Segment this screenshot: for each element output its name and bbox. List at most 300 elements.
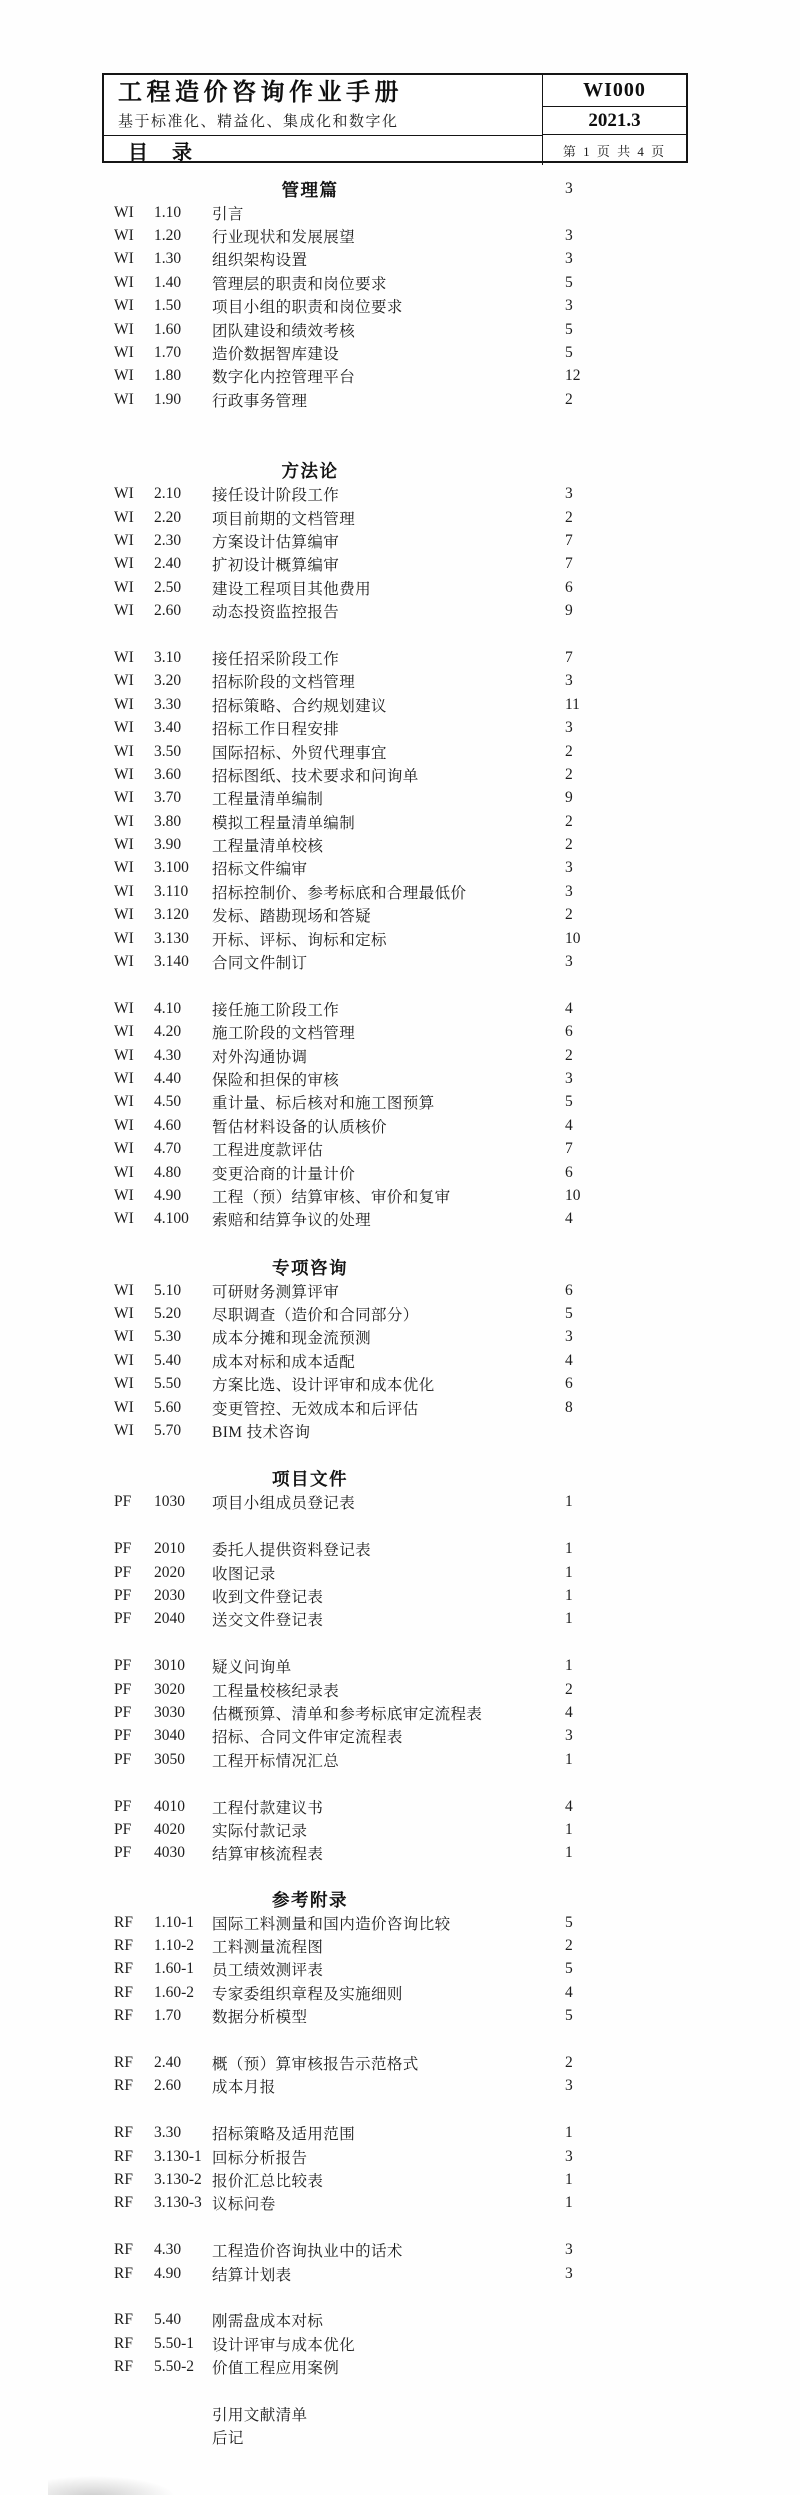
toc-item — [114, 1161, 800, 1184]
item-title: 招标、合同文件审定流程表 — [212, 1729, 403, 1747]
item-number: 3.130-2 — [154, 2170, 202, 2188]
toc-item — [114, 248, 800, 271]
item-page: 1 — [565, 2170, 573, 2188]
item-page: 3 — [565, 1069, 573, 1087]
item-number: 3.20 — [154, 672, 182, 690]
item-number: 3.10 — [154, 648, 182, 666]
item-page: 9 — [565, 789, 573, 807]
toc-gap — [0, 623, 800, 646]
item-code: PF — [114, 1703, 132, 1721]
toc-item — [114, 763, 800, 786]
item-code: RF — [114, 2170, 133, 2188]
item-number: 4.40 — [154, 1069, 182, 1087]
item-page: 10 — [565, 1186, 581, 1204]
item-page: 4 — [565, 1351, 573, 1369]
item-page: 6 — [565, 1281, 573, 1299]
item-page: 11 — [565, 695, 580, 713]
item-page: 4 — [565, 999, 573, 1017]
item-number: 2.40 — [154, 2054, 182, 2072]
item-code: WI — [114, 859, 134, 877]
item-title: 接任招采阶段工作 — [212, 650, 340, 668]
item-code: PF — [114, 1750, 132, 1768]
item-number: 4.80 — [154, 1163, 182, 1181]
item-title: 结算计划表 — [212, 2266, 292, 2284]
item-code: RF — [114, 2194, 133, 2212]
item-title: 后记 — [212, 2430, 244, 2448]
toc-item — [114, 1067, 800, 1090]
section-label: 项目文件 — [272, 1469, 348, 1490]
item-page: 2 — [565, 836, 573, 854]
item-title: 行业现状和发展展望 — [212, 229, 356, 247]
item-page: 3 — [565, 1328, 573, 1346]
item-title: BIM 技术咨询 — [212, 1424, 311, 1442]
item-number: 1.70 — [154, 2007, 182, 2025]
item-page: 2 — [565, 508, 573, 526]
toc-item — [114, 927, 800, 950]
item-number: 1030 — [154, 1493, 185, 1511]
toc-item — [114, 1184, 800, 1207]
item-number: 3.140 — [154, 953, 189, 971]
item-code: WI — [114, 742, 134, 760]
toc-item — [114, 787, 800, 810]
toc-item — [114, 1981, 800, 2004]
item-page: 9 — [565, 602, 573, 620]
item-page: 3 — [565, 882, 573, 900]
item-title: 结算审核流程表 — [212, 1846, 324, 1864]
item-number: 3.120 — [154, 906, 189, 924]
item-number: 4.10 — [154, 999, 182, 1017]
item-number: 4.90 — [154, 1186, 182, 1204]
item-code: WI — [114, 1328, 134, 1346]
item-page: 4 — [565, 1116, 573, 1134]
item-title: 团队建设和绩效考核 — [212, 322, 356, 340]
toc-item — [114, 318, 800, 341]
item-code: PF — [114, 1540, 132, 1558]
item-code: WI — [114, 765, 134, 783]
item-page: 3 — [565, 2147, 573, 2165]
item-page: 1 — [565, 1610, 573, 1628]
item-title: 报价汇总比较表 — [212, 2172, 324, 2190]
toc-item — [114, 716, 800, 739]
item-title: 招标策略、合约规划建议 — [212, 697, 387, 715]
item-number: 2.50 — [154, 578, 182, 596]
item-title: 行政事务管理 — [212, 392, 308, 410]
toc-item — [114, 271, 800, 294]
header-title-block — [104, 75, 542, 136]
item-title: 可研财务测算评审 — [212, 1283, 340, 1301]
item-title: 成本对标和成本适配 — [212, 1353, 356, 1371]
toc-item — [114, 2005, 800, 2028]
item-code: RF — [114, 1937, 133, 1955]
item-number: 3.100 — [154, 859, 189, 877]
item-code: WI — [114, 203, 134, 221]
toc-item — [114, 553, 800, 576]
item-title: 动态投资监控报告 — [212, 604, 340, 622]
item-number: 5.10 — [154, 1281, 182, 1299]
item-page: 1 — [565, 1493, 573, 1511]
item-number: 1.80 — [154, 367, 182, 385]
item-title: 送交文件登记表 — [212, 1612, 324, 1630]
item-number: 4.50 — [154, 1093, 182, 1111]
item-number: 4.70 — [154, 1140, 182, 1158]
toc-item — [114, 483, 800, 506]
item-number: 5.30 — [154, 1328, 182, 1346]
item-page: 4 — [565, 1797, 573, 1815]
item-code: WI — [114, 555, 134, 573]
item-number: 3.110 — [154, 882, 189, 900]
toc-item — [114, 1584, 800, 1607]
item-number: 3.90 — [154, 836, 182, 854]
item-page: 3 — [565, 2077, 573, 2095]
item-title: 价值工程应用案例 — [212, 2360, 340, 2378]
toc-item — [114, 1934, 800, 1957]
item-page: 5 — [565, 344, 573, 362]
item-code: WI — [114, 648, 134, 666]
item-code: WI — [114, 602, 134, 620]
item-code: WI — [114, 1186, 134, 1204]
toc-item — [114, 1491, 800, 1514]
item-number: 4020 — [154, 1820, 185, 1838]
item-page: 2 — [565, 765, 573, 783]
toc-heading: 目 录 — [128, 142, 194, 164]
item-code: WI — [114, 320, 134, 338]
toc-item — [114, 1114, 800, 1137]
item-code: WI — [114, 1069, 134, 1087]
item-title: 成本分摊和现金流预测 — [212, 1330, 372, 1348]
item-page: 1 — [565, 1563, 573, 1581]
item-number: 2.20 — [154, 508, 182, 526]
item-code: RF — [114, 2241, 133, 2259]
toc-item — [114, 201, 800, 224]
item-title: 工程进度款评估 — [212, 1142, 324, 1160]
toc-item — [114, 740, 800, 763]
item-number: 2040 — [154, 1610, 185, 1628]
item-page: 4 — [565, 1983, 573, 2001]
item-title: 疑义问询单 — [212, 1659, 292, 1677]
item-number: 5.40 — [154, 1351, 182, 1369]
item-number: 4.60 — [154, 1116, 182, 1134]
item-number: 2.60 — [154, 602, 182, 620]
toc-section-row — [114, 1255, 800, 1279]
toc-item — [114, 1561, 800, 1584]
toc-item — [114, 1958, 800, 1981]
item-title: 招标图纸、技术要求和问询单 — [212, 767, 419, 785]
item-page: 2 — [565, 1680, 573, 1698]
item-page: 5 — [565, 2007, 573, 2025]
doc-code: WI000 — [543, 75, 686, 107]
toc-item — [114, 1349, 800, 1372]
item-code: WI — [114, 297, 134, 315]
toc-item — [114, 1725, 800, 1748]
item-number: 5.70 — [154, 1422, 182, 1440]
toc-item — [114, 670, 800, 693]
item-number: 3.130 — [154, 929, 189, 947]
item-code: WI — [114, 1023, 134, 1041]
item-code: WI — [114, 906, 134, 924]
toc-item — [114, 693, 800, 716]
toc-item — [114, 1396, 800, 1419]
item-number: 2.40 — [154, 555, 182, 573]
doc-subtitle: 基于标准化、精益化、集成化和数字化 — [118, 114, 399, 131]
item-code: WI — [114, 1046, 134, 1064]
item-code: PF — [114, 1563, 132, 1581]
item-title: 工程付款建议书 — [212, 1799, 324, 1817]
item-title: 工程（预）结算审核、审价和复审 — [212, 1188, 451, 1206]
item-code: RF — [114, 2264, 133, 2282]
item-number: 1.50 — [154, 297, 182, 315]
toc-item — [114, 950, 800, 973]
toc-item — [114, 2168, 800, 2191]
item-code: RF — [114, 2007, 133, 2025]
item-code: WI — [114, 672, 134, 690]
toc-item — [114, 1302, 800, 1325]
toc-item — [114, 1279, 800, 1302]
item-code: RF — [114, 1913, 133, 1931]
item-page: 6 — [565, 578, 573, 596]
toc-item — [114, 2262, 800, 2285]
item-code: WI — [114, 1163, 134, 1181]
item-code: WI — [114, 789, 134, 807]
section-label: 方法论 — [281, 461, 339, 482]
item-number: 4.30 — [154, 2241, 182, 2259]
item-title: 招标控制价、参考标底和合理最低价 — [212, 884, 467, 902]
item-title: 工程量清单校核 — [212, 838, 324, 856]
item-page: 3 — [565, 297, 573, 315]
item-number: 3040 — [154, 1727, 185, 1745]
toc-list — [0, 163, 800, 2449]
toc-item — [114, 2122, 800, 2145]
item-title: 工程量清单编制 — [212, 791, 324, 809]
item-title: 引用文献清单 — [212, 2406, 308, 2424]
item-title: 实际付款记录 — [212, 1822, 308, 1840]
toc-item — [114, 2426, 800, 2449]
item-page: 5 — [565, 1913, 573, 1931]
item-title: 变更洽商的计量计价 — [212, 1165, 356, 1183]
toc-section-row — [114, 1887, 800, 1911]
toc-item — [114, 1021, 800, 1044]
item-page: 3 — [565, 859, 573, 877]
toc-item — [114, 1842, 800, 1865]
item-title: 尽职调查（造价和合同部分） — [212, 1307, 419, 1325]
item-number: 1.10 — [154, 203, 182, 221]
item-title: 招标工作日程安排 — [212, 721, 340, 739]
item-code: WI — [114, 1210, 134, 1228]
item-number: 1.90 — [154, 390, 182, 408]
item-number: 2020 — [154, 1563, 185, 1581]
item-number: 2030 — [154, 1587, 185, 1604]
item-code: WI — [114, 250, 134, 268]
item-code: WI — [114, 999, 134, 1017]
item-number: 3010 — [154, 1657, 185, 1675]
item-title: 招标阶段的文档管理 — [212, 674, 356, 692]
toc-item — [114, 2192, 800, 2215]
toc-item — [114, 1091, 800, 1114]
item-title: 引言 — [212, 205, 244, 223]
item-page: 7 — [565, 1140, 573, 1158]
item-code: PF — [114, 1493, 132, 1511]
item-number: 3030 — [154, 1703, 185, 1721]
toc-item — [114, 1701, 800, 1724]
toc-item — [114, 1678, 800, 1701]
item-title: 议标问卷 — [212, 2196, 276, 2214]
item-code: RF — [114, 1983, 133, 2001]
item-title: 项目小组成员登记表 — [212, 1495, 356, 1513]
toc-section-row — [114, 177, 800, 201]
item-code: PF — [114, 1820, 132, 1838]
toc-item — [114, 2309, 800, 2332]
toc-item — [114, 599, 800, 622]
item-page: 2 — [565, 906, 573, 924]
item-title: 委托人提供资料登记表 — [212, 1542, 372, 1560]
item-page: 5 — [565, 1960, 573, 1978]
item-title: 开标、评标、询标和定标 — [212, 931, 387, 949]
item-number: 1.30 — [154, 250, 182, 268]
item-title: 扩初设计概算编审 — [212, 557, 340, 575]
toc-item — [114, 2075, 800, 2098]
toc-item — [114, 295, 800, 318]
toc-gap — [0, 2098, 800, 2121]
item-page: 2 — [565, 1046, 573, 1064]
item-code: WI — [114, 1351, 134, 1369]
item-page: 1 — [565, 2124, 573, 2142]
item-page: 3 — [565, 1727, 573, 1745]
item-number: 3.130-1 — [154, 2147, 202, 2165]
item-page: 1 — [565, 1657, 573, 1675]
item-number: 3.80 — [154, 812, 182, 830]
scan-artifact — [48, 2475, 178, 2495]
item-page: 10 — [565, 929, 581, 947]
item-title: 暂估材料设备的认质核价 — [212, 1118, 387, 1136]
item-title: 数据分析模型 — [212, 2009, 308, 2027]
toc-item — [114, 2355, 800, 2378]
item-code: WI — [114, 836, 134, 854]
toc-item — [114, 1748, 800, 1771]
toc-item — [114, 1326, 800, 1349]
item-number: 3.130-3 — [154, 2194, 202, 2212]
item-title: 造价数据智库建设 — [212, 346, 340, 364]
item-page: 1 — [565, 1844, 573, 1862]
toc-item — [114, 1419, 800, 1442]
item-number: 4.100 — [154, 1210, 189, 1228]
item-code: RF — [114, 2077, 133, 2095]
item-code: WI — [114, 485, 134, 503]
item-number: 4030 — [154, 1844, 185, 1862]
toc-item — [114, 1538, 800, 1561]
item-number: 3.50 — [154, 742, 182, 760]
item-page: 1 — [565, 1587, 573, 1604]
item-title: 招标文件编审 — [212, 861, 308, 879]
item-number: 5.50 — [154, 1375, 182, 1393]
item-code: PF — [114, 1797, 132, 1815]
toc-gap — [0, 2285, 800, 2308]
item-title: 方案设计估算编审 — [212, 533, 340, 551]
item-title: 数字化内控管理平台 — [212, 369, 356, 387]
item-number: 3.60 — [154, 765, 182, 783]
toc-item — [114, 1608, 800, 1631]
item-title: 刚需盘成本对标 — [212, 2313, 324, 2331]
header-table — [102, 73, 688, 163]
toc-item — [114, 1911, 800, 1934]
item-code: PF — [114, 1680, 132, 1698]
item-code: WI — [114, 929, 134, 947]
item-title: 保险和担保的审核 — [212, 1071, 340, 1089]
item-title: 变更管控、无效成本和后评估 — [212, 1400, 419, 1418]
item-page: 2 — [565, 812, 573, 830]
item-page: 3 — [565, 953, 573, 971]
item-title: 工料测量流程图 — [212, 1939, 324, 1957]
item-page: 3 — [565, 672, 573, 690]
item-number: 3.40 — [154, 719, 182, 737]
item-number: 2.30 — [154, 531, 182, 549]
toc-gap — [0, 2028, 800, 2051]
toc-item — [114, 1795, 800, 1818]
item-page: 1 — [565, 2194, 573, 2212]
item-title: 国际招标、外贸代理事宜 — [212, 744, 387, 762]
toc-item — [114, 1654, 800, 1677]
item-code: WI — [114, 882, 134, 900]
item-page: 2 — [565, 2054, 573, 2072]
item-page: 5 — [565, 273, 573, 291]
toc-item — [114, 833, 800, 856]
item-code: RF — [114, 2124, 133, 2142]
item-title: 重计量、标后核对和施工图预算 — [212, 1095, 435, 1113]
toc-item — [114, 576, 800, 599]
item-code: WI — [114, 578, 134, 596]
item-title: 成本月报 — [212, 2079, 276, 2097]
item-code: WI — [114, 1093, 134, 1111]
item-title: 接任设计阶段工作 — [212, 487, 340, 505]
toc-item — [114, 2145, 800, 2168]
item-number: 5.60 — [154, 1398, 182, 1416]
item-code: RF — [114, 2334, 133, 2352]
item-title: 专家委组织章程及实施细则 — [212, 1985, 403, 2003]
section-label: 参考附录 — [272, 1889, 348, 1910]
item-code: WI — [114, 344, 134, 362]
item-code: PF — [114, 1610, 132, 1628]
item-title: 模拟工程量清单编制 — [212, 814, 356, 832]
toc-gap — [0, 2379, 800, 2402]
item-code: RF — [114, 2358, 133, 2376]
toc-item — [114, 904, 800, 927]
toc-item — [114, 2402, 800, 2425]
toc-item — [114, 857, 800, 880]
item-code: WI — [114, 1398, 134, 1416]
item-title: 员工绩效测评表 — [212, 1962, 324, 1980]
item-page: 3 — [565, 2264, 573, 2282]
item-code: WI — [114, 1305, 134, 1323]
toc-item — [114, 880, 800, 903]
item-page: 1 — [565, 1750, 573, 1768]
item-number: 1.10-1 — [154, 1913, 195, 1931]
toc-item — [114, 2051, 800, 2074]
item-title: 对外沟通协调 — [212, 1048, 308, 1066]
item-page: 3 — [565, 485, 573, 503]
toc-gap — [0, 1771, 800, 1794]
item-title: 设计评审与成本优化 — [212, 2336, 356, 2354]
item-code: WI — [114, 1375, 134, 1393]
item-page: 2 — [565, 742, 573, 760]
item-page: 6 — [565, 1023, 573, 1041]
item-number: 5.50-2 — [154, 2358, 195, 2376]
item-code: RF — [114, 1960, 133, 1978]
item-number: 5.40 — [154, 2311, 182, 2329]
item-code: WI — [114, 812, 134, 830]
item-page: 6 — [565, 1375, 573, 1393]
item-code: PF — [114, 1727, 132, 1745]
item-title: 国际工料测量和国内造价咨询比较 — [212, 1915, 451, 1933]
item-code: WI — [114, 719, 134, 737]
item-title: 回标分析报告 — [212, 2149, 308, 2167]
